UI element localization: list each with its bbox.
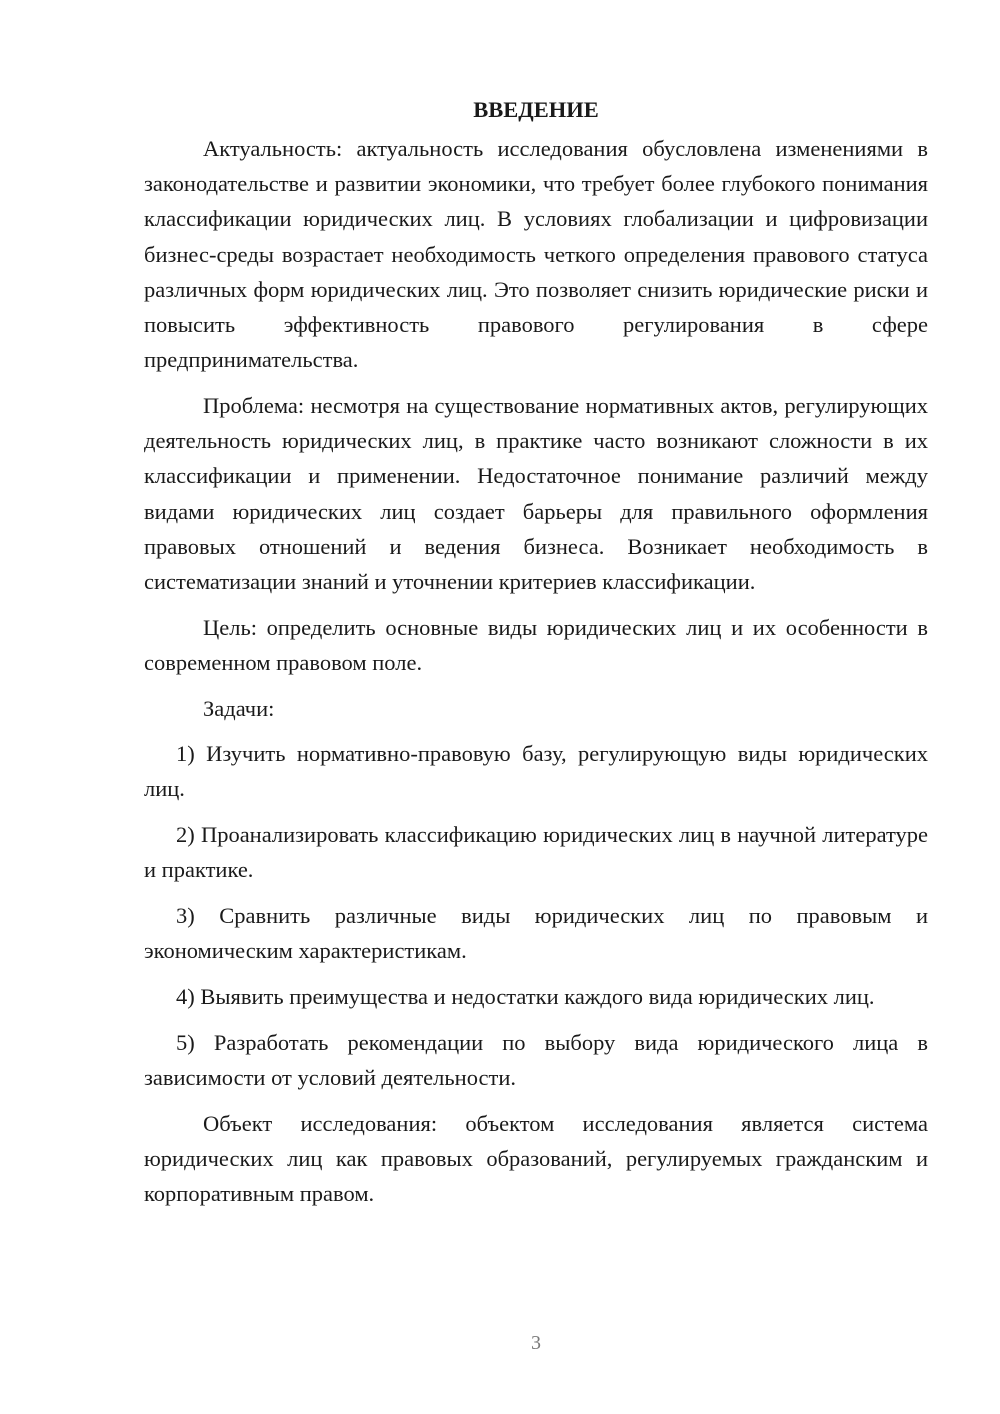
tasks-heading: Задачи: bbox=[203, 695, 275, 721]
task-item-3: 3) Сравнить различные виды юридических лиц по правовым и экономическим характеристикам. bbox=[144, 903, 928, 964]
task-item-4: 4) Выявить преимущества и недостатки каждого вида юридических лиц. bbox=[176, 983, 875, 1009]
paragraph-relevance: Актуальность: актуальность исследования обусловлена изменениями в законодательстве и развитии экономики, что требует более глубокого понимания классификации юридических лиц. В условиях глобализации и цифровизации бизнес-среды возрастает необходимость четкого определения правового статуса различных форм юридических лиц. Это позволяет снизить юридические риски и повысить эффективность правового регулирования в сфере предпринимательства. bbox=[144, 136, 928, 373]
task-item-2: 2) Проанализировать классификацию юридических лиц в научной литературе и практике. bbox=[144, 822, 928, 883]
task-item-5: 5) Разработать рекомендации по выбору вида юридического лица в зависимости от условий деятельности. bbox=[144, 1029, 928, 1090]
paragraph-goal: Цель: определить основные виды юридических лиц и их особенности в современном правовом поле. bbox=[144, 614, 928, 675]
page-content bbox=[144, 92, 928, 1222]
paragraph-object: Объект исследования: объектом исследования является система юридических лиц как правовых образований, регулируемых гражданским и корпоративным правом. bbox=[144, 1110, 928, 1206]
task-item-1: 1) Изучить нормативно-правовую базу, регулирующую виды юридических лиц. bbox=[144, 741, 928, 802]
paragraph-problem: Проблема: несмотря на существование нормативных актов, регулирующих деятельность юридических лиц, в практике часто возникают сложности в их классификации и применении. Недостаточное понимание различий между видами юридических лиц создает барьеры для правильного оформления правовых отношений и ведения бизнеса. Возникает необходимость в систематизации знаний и уточнении критериев классификации. bbox=[144, 392, 928, 594]
page-number: 3 bbox=[531, 1332, 541, 1354]
page-title: ВВЕДЕНИЕ bbox=[473, 97, 599, 122]
